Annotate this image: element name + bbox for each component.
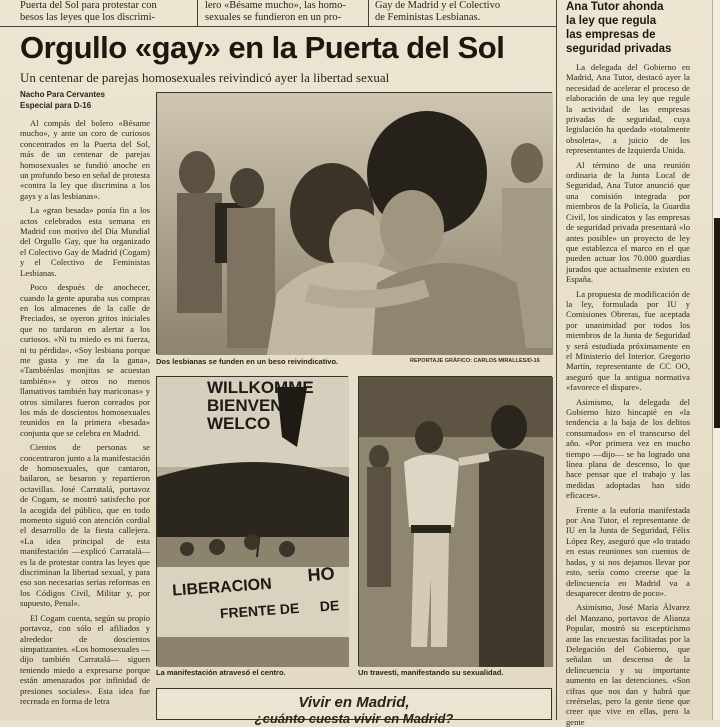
main-photo-image [157, 93, 553, 355]
right-headline-line: Ana Tutor ahonda [566, 1, 664, 13]
paragraph: Al término de una reunión ordinaria de la Junta Local de Seguridad, Ana Tutor anunció que una comisión integrada por miembros de la Policía, la Guardia Civil, los sindicatos y las empresas de seguridad privada presentará «lo antes posible» un proyecto de ley que establezca el marco en el que pueden actuar los 70.000 guardias jurados que actualmente existen en España. [566, 159, 690, 285]
top-strip-line: besos las leyes que los discrimi- [20, 12, 156, 23]
left-column [20, 118, 150, 720]
paragraph: Frente a la euforia manifestada por Ana Tutor, el representante de IU en la Junta de Seguridad, Félix López Rey, aseguró que «lo tratado en estas reuniones son cuentos de hadas, y si nos dejamos llevar por esto, sería como creerse que la delincuencia en Madrid va a desaparecer dentro de poco». [566, 504, 690, 598]
right-headline-line: seguridad privadas [566, 43, 672, 55]
main-photo [156, 92, 552, 354]
paragraph: La delegada del Gobierno en Madrid, Ana Tutor, destacó ayer la necesidad de acelerar el proceso de elaboración de una ley que regule la actividad de las empresas privadas de seguridad, cuya legislación ha quedado «totalmente obsoleta», a juicio de los representantes de Izquierda Unida. [566, 62, 690, 156]
right-headline-line: las empresas de [566, 29, 656, 41]
binding-mark [714, 218, 720, 428]
paragraph: Asimismo, la delegada del Gobierno hizo hincapié en «la tendencia a la baja de los delitos consumados» en el transcurso del año. «Por primera vez en mucho tiempo —dijo— se ha logrado una línea plana de descenso, lo que hace pensar que el trabajo y las medidas adoptadas han sido eficaces». [566, 396, 690, 501]
pancarta-line: FRENTE DE [219, 599, 300, 622]
banner-line: BIENVEN [207, 396, 283, 415]
paragraph: La propuesta de modificación de la ley, formulada por IU y Comisiones Obreras, fue aceptada por unanimidad por todos los miembros de la Junta de Seguridad y será estudiada próximamente en el Ministerio del Interior. Gregorio Martín, representante de CC OO, aseguró que la antigua normativa «favorece el dispare». [566, 288, 690, 393]
welcome-banner [207, 379, 314, 433]
march-photo-caption: La manifestación atravesó el centro. [156, 668, 286, 677]
paragraph: Poco después de anochecer, cuando la gente apuraba sus compras en los almacenes de la calle de Preciados, se oyeron gritos iniciales que no tardaron en alertar a los curiosos. «Ni tu miedo es mi fuerza, ni tu pérdida», «Soy lesbiana porque me gusta y me da la gana», «Tambiénlas monjitas se acuestan también»» y otros no menos llamativos también hay mariconas» y otros similares fueron coreados por los más de doscientos homosexuales reunidos en la primera «besada» conjunta que se celebra en Madrid. [20, 282, 150, 438]
pancarta-line: DE [319, 597, 340, 615]
top-strip-col3 [375, 0, 550, 24]
main-photo-credit: REPORTAJE GRÁFICO: CARLOS MIRALLES/D-16 [410, 358, 540, 364]
right-column [566, 62, 690, 727]
banner-line: WILLKOMME [207, 378, 314, 397]
top-strip-col1 [20, 0, 190, 24]
paragraph: Cientos de personas se concentraron junto a la manifestación de homosexuales, que cantaron, bailaron, se besaron y repartieron octavillas. José Carratalá, portavoz de Cogam, se mostró satisfecho por la acogida del público, que en todo momento siguió con atención cordial el desarrollo de la fiesta callejera. «La idea principal de esta manifestación —explicó Carratalá— es la de protestar contra las leyes que discriminan la libertad sexual, y para eso son necesarias serias reformas en los Códigos Civil, Militar y, por supuesto, Penal». [20, 442, 150, 609]
byline-desk: Especial para D-16 [20, 101, 92, 110]
subhead: Un centenar de parejas homosexuales reivindicó ayer la libertad sexual [20, 70, 390, 85]
main-photo-caption: Dos lesbianas se funden en un beso reivindicativo. [156, 357, 339, 366]
top-strip-line: lero «Bésame mucho», las homo- [205, 0, 346, 11]
headline: Orgullo «gay» en la Puerta del Sol [20, 30, 505, 65]
top-strip-line: Puerta del Sol para protestar con [20, 0, 157, 11]
march-photo [156, 376, 348, 666]
column-rule [197, 0, 198, 26]
travesti-photo [358, 376, 552, 666]
column-rule [556, 0, 557, 720]
banner-line: WELCO [207, 414, 271, 433]
box-headline-line2: ¿cuánto cuesta vivir en Madrid? [254, 711, 454, 726]
sidebar-box-headline [156, 688, 552, 726]
paragraph: Asimismo, José María Álvarez del Manzano, portavoz de Alianza Popular, mostró su escepticismo ante las encuestas facilitadas por la Delegación del Gobierno, que señalan un descenso de la delincuencia y su importante aumento en las detenciones. «Son cifras que nos dan y habrá que creérselas, pero la gente tiene que creer que vive en ellas, pero la gente [566, 602, 690, 727]
paragraph: El Cogam cuenta, según su propio portavoz, con sólo el afiliados y alrededor de doscientos simpatizantes. «Los homosexuales —dijo también Carratalá— siguen teniendo miedo a expresarse porque están amenazados por infinidad de presiones sociales». Esta idea fue recreada en forma de letra [20, 612, 150, 706]
column-rule [368, 0, 369, 26]
travesti-photo-image [359, 377, 553, 667]
travesti-photo-caption: Un travesti, manifestando su sexualidad. [358, 668, 504, 677]
divider [0, 26, 556, 27]
box-headline-line1: Vivir en Madrid, [298, 694, 410, 711]
paragraph: La «gran besada» ponía fin a los actos celebrados esta semana en Madrid con motivo del Día Mundial del Orgullo Gay, que ha organizado el Colectivo Gay de Madrid (Cogam) y el Colectivo de Feministas Lesbianas. [20, 205, 150, 278]
pancarta-line: LIBERACION [171, 575, 273, 600]
pancarta-line: HO [306, 563, 336, 586]
right-headline [566, 0, 690, 56]
byline-author: Nacho Para Cervantes [20, 90, 105, 99]
top-strip-line: Gay de Madrid y el Colectivo [375, 0, 501, 11]
top-strip-line: de Feministas Lesbianas. [375, 12, 481, 23]
top-strip-col2 [205, 0, 365, 24]
right-headline-line: la ley que regula [566, 15, 657, 27]
paragraph: Al compás del bolero «Bésame mucho», y ante un coro de curiosos concentrados en la Puerta del Sol, más de un centenar de parejas homosexuales se fundió anoche en un profundo beso en señal de protesta «contra la ley que discrimina a los gays y a las lesbianas». [20, 118, 150, 201]
top-strip-line: sexuales se fundieron en un pro- [205, 12, 342, 23]
